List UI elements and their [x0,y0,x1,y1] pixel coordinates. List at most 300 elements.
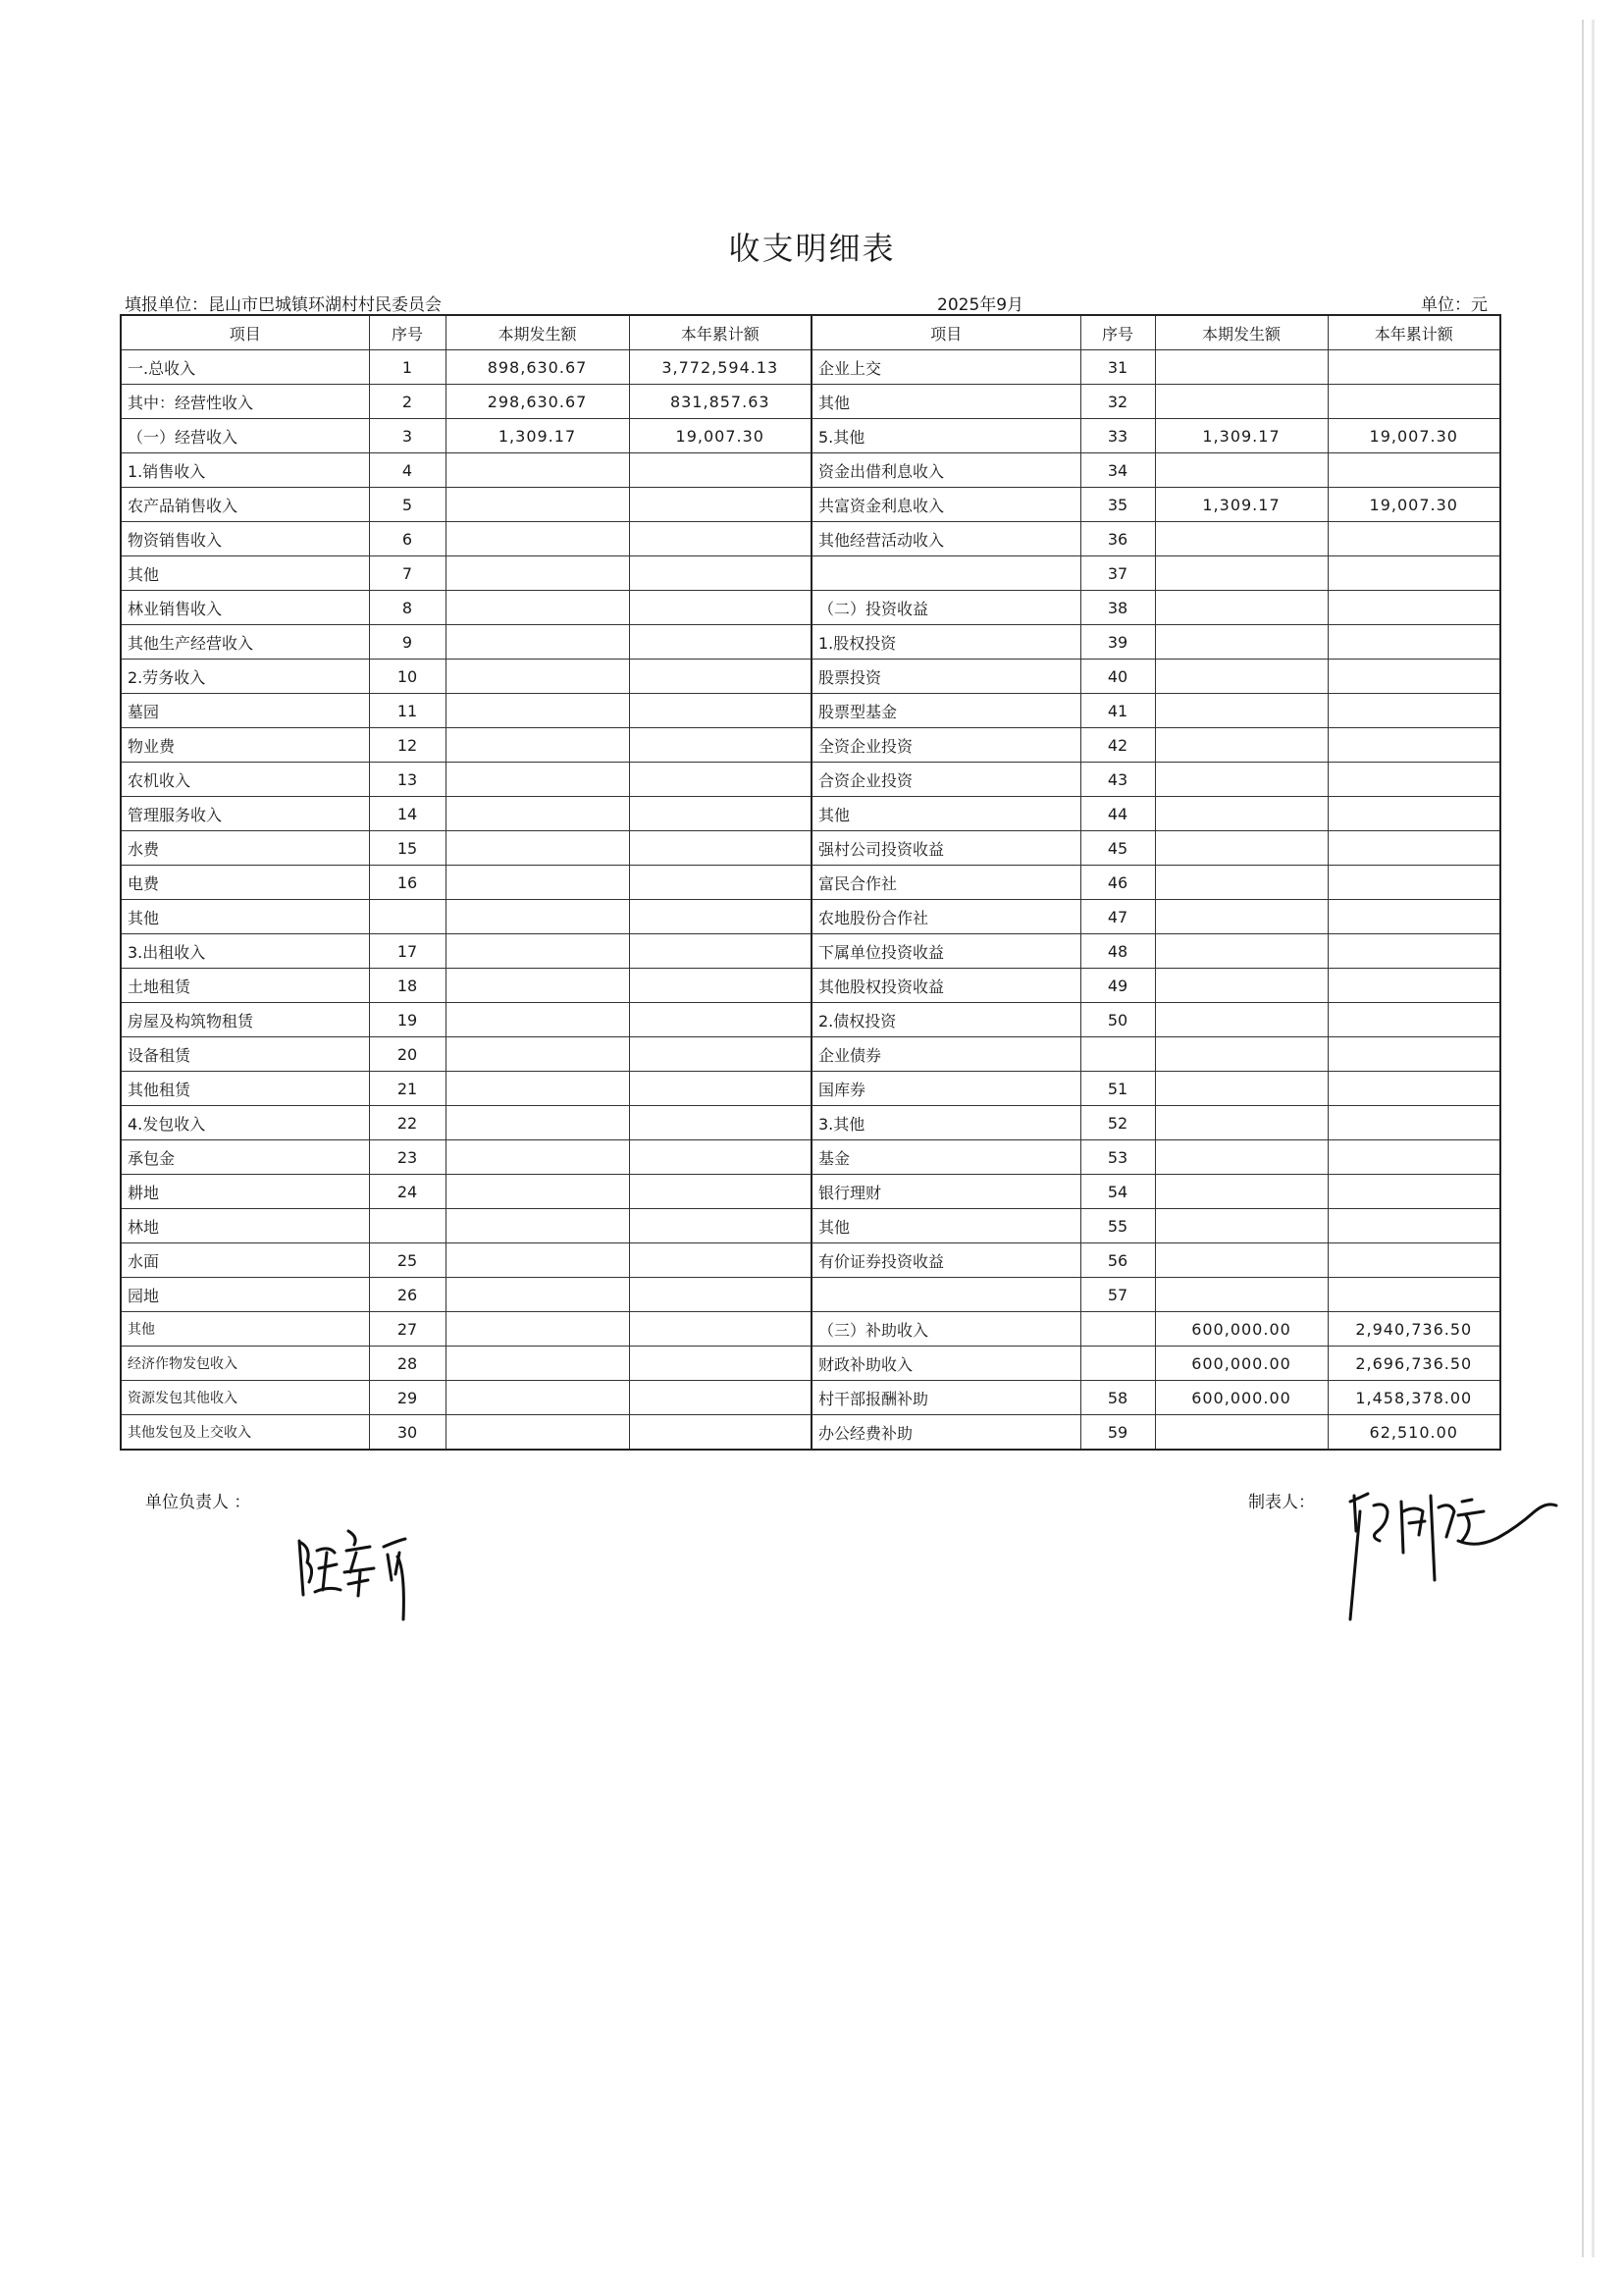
right-ytd-amount [1328,1037,1500,1072]
left-item-name: 水费 [121,831,369,866]
right-current-amount [1155,660,1328,694]
table-row [121,556,1500,591]
right-item-name: 国库券 [812,1072,1080,1106]
page-title: 收支明细表 [728,230,896,267]
right-item-name: 其他 [812,797,1080,831]
right-row-number: 46 [1080,866,1155,900]
left-ytd-amount [629,969,812,1003]
left-row-number: 19 [369,1003,445,1037]
left-row-number: 28 [369,1347,445,1381]
left-ytd-amount [629,1381,812,1415]
right-current-amount [1155,1209,1328,1243]
left-item-name: 其他发包及上交收入 [121,1415,369,1451]
left-current-amount [445,522,629,556]
right-ytd-amount: 62,510.00 [1328,1415,1500,1451]
left-item-name: 墓园 [121,694,369,728]
right-ytd-amount [1328,1140,1500,1175]
right-ytd-amount: 19,007.30 [1328,419,1500,453]
right-item-name: 3.其他 [812,1106,1080,1140]
left-item-name: 其他生产经营收入 [121,625,369,660]
right-row-number: 52 [1080,1106,1155,1140]
right-row-number: 32 [1080,385,1155,419]
right-item-name: 5.其他 [812,419,1080,453]
right-current-amount [1155,350,1328,385]
right-current-amount [1155,1037,1328,1072]
left-row-number: 29 [369,1381,445,1415]
table-row [121,453,1500,488]
left-current-amount [445,625,629,660]
right-item-name: 银行理财 [812,1175,1080,1209]
reporting-unit: 填报单位：昆山市巴城镇环湖村村民委员会 [125,295,442,315]
right-current-amount [1155,763,1328,797]
right-ytd-amount [1328,522,1500,556]
left-current-amount [445,831,629,866]
right-row-number: 54 [1080,1175,1155,1209]
left-item-name: 农产品销售收入 [121,488,369,522]
left-ytd-amount [629,900,812,934]
right-row-number: 41 [1080,694,1155,728]
table-row [121,1106,1500,1140]
left-ytd-amount [629,866,812,900]
right-current-amount [1155,831,1328,866]
left-current-amount [445,1243,629,1278]
left-current-amount [445,866,629,900]
right-item-name: 其他经营活动收入 [812,522,1080,556]
left-current-amount [445,488,629,522]
left-ytd-amount [629,1072,812,1106]
left-ytd-amount: 831,857.63 [629,385,812,419]
left-row-number: 17 [369,934,445,969]
right-item-name: 其他股权投资收益 [812,969,1080,1003]
left-item-name: 土地租赁 [121,969,369,1003]
preparer-signature [1340,1472,1566,1629]
left-row-number: 10 [369,660,445,694]
table-row [121,625,1500,660]
left-ytd-amount [629,1037,812,1072]
left-item-name: （一）经营收入 [121,419,369,453]
right-row-number: 49 [1080,969,1155,1003]
left-current-amount: 1,309.17 [445,419,629,453]
right-row-number: 37 [1080,556,1155,591]
right-ytd-amount [1328,556,1500,591]
right-item-name: 合资企业投资 [812,763,1080,797]
left-item-name: 园地 [121,1278,369,1312]
right-current-amount [1155,1106,1328,1140]
left-row-number: 23 [369,1140,445,1175]
right-item-name [812,1278,1080,1312]
left-current-amount [445,1106,629,1140]
right-current-amount [1155,969,1328,1003]
right-row-number: 48 [1080,934,1155,969]
right-current-amount [1155,385,1328,419]
right-row-number: 39 [1080,625,1155,660]
left-current-amount [445,797,629,831]
right-current-amount [1155,797,1328,831]
left-row-number: 3 [369,419,445,453]
right-row-number: 42 [1080,728,1155,763]
right-current-amount [1155,694,1328,728]
right-row-number: 59 [1080,1415,1155,1451]
left-current-amount [445,1072,629,1106]
table-row [121,1415,1500,1451]
table-row [121,1175,1500,1209]
right-ytd-amount: 1,458,378.00 [1328,1381,1500,1415]
left-item-name: 林业销售收入 [121,591,369,625]
right-item-name: （三）补助收入 [812,1312,1080,1347]
left-ytd-amount [629,1278,812,1312]
right-row-number: 40 [1080,660,1155,694]
right-row-number: 55 [1080,1209,1155,1243]
left-ytd-amount [629,1347,812,1381]
table-row [121,900,1500,934]
right-current-amount: 600,000.00 [1155,1347,1328,1381]
left-item-name: 资源发包其他收入 [121,1381,369,1415]
right-item-name: 企业债券 [812,1037,1080,1072]
left-ytd-amount [629,1175,812,1209]
right-current-amount [1155,728,1328,763]
right-item-name: 有价证券投资收益 [812,1243,1080,1278]
left-current-amount [445,969,629,1003]
right-current-amount [1155,900,1328,934]
right-item-name: 共富资金利息收入 [812,488,1080,522]
right-row-number: 53 [1080,1140,1155,1175]
left-item-name: 水面 [121,1243,369,1278]
table-row [121,350,1500,385]
table-row [121,488,1500,522]
right-row-number: 45 [1080,831,1155,866]
right-ytd-amount [1328,1175,1500,1209]
left-ytd-amount [629,660,812,694]
header-cell: 序号 [1080,315,1155,350]
left-ytd-amount [629,453,812,488]
left-item-name: 物业费 [121,728,369,763]
left-ytd-amount [629,556,812,591]
right-row-number: 58 [1080,1381,1155,1415]
left-row-number: 14 [369,797,445,831]
header-cell: 序号 [369,315,445,350]
right-ytd-amount [1328,934,1500,969]
left-current-amount [445,694,629,728]
right-row-number: 56 [1080,1243,1155,1278]
right-ytd-amount [1328,694,1500,728]
left-row-number: 2 [369,385,445,419]
table-row [121,385,1500,419]
scan-edge [1582,20,1584,2257]
left-ytd-amount [629,1140,812,1175]
right-current-amount [1155,1072,1328,1106]
left-row-number: 13 [369,763,445,797]
right-current-amount [1155,522,1328,556]
table-row [121,763,1500,797]
right-row-number: 47 [1080,900,1155,934]
left-row-number: 4 [369,453,445,488]
right-item-name: 农地股份合作社 [812,900,1080,934]
left-current-amount [445,556,629,591]
left-current-amount [445,1140,629,1175]
left-current-amount [445,763,629,797]
left-row-number: 30 [369,1415,445,1451]
right-current-amount [1155,556,1328,591]
left-row-number: 5 [369,488,445,522]
right-ytd-amount [1328,1243,1500,1278]
right-ytd-amount [1328,1278,1500,1312]
preparer-label: 制表人： [1248,1493,1315,1512]
right-item-name: 资金出借利息收入 [812,453,1080,488]
left-row-number: 6 [369,522,445,556]
right-ytd-amount [1328,625,1500,660]
left-ytd-amount [629,934,812,969]
left-ytd-amount [629,1106,812,1140]
header-cell: 本年累计额 [629,315,812,350]
right-item-name: 其他 [812,385,1080,419]
right-row-number: 34 [1080,453,1155,488]
left-ytd-amount: 19,007.30 [629,419,812,453]
header-cell: 项目 [812,315,1080,350]
left-current-amount [445,1037,629,1072]
right-row-number [1080,1037,1155,1072]
right-row-number: 38 [1080,591,1155,625]
left-item-name: 其他租赁 [121,1072,369,1106]
table-row [121,1312,1500,1347]
right-item-name: 2.债权投资 [812,1003,1080,1037]
table-row [121,522,1500,556]
table-row [121,419,1500,453]
right-row-number: 43 [1080,763,1155,797]
left-ytd-amount [629,522,812,556]
right-current-amount [1155,1243,1328,1278]
table-row [121,1381,1500,1415]
right-ytd-amount [1328,385,1500,419]
left-row-number: 21 [369,1072,445,1106]
left-row-number [369,900,445,934]
left-ytd-amount [629,1243,812,1278]
unit-head-label: 单位负责人 ： [145,1493,251,1512]
right-current-amount [1155,1003,1328,1037]
left-row-number: 15 [369,831,445,866]
left-ytd-amount [629,831,812,866]
right-ytd-amount: 19,007.30 [1328,488,1500,522]
right-item-name: 办公经费补助 [812,1415,1080,1451]
right-item-name: 股票投资 [812,660,1080,694]
left-current-amount [445,900,629,934]
table-row [121,1072,1500,1106]
right-item-name: 其他 [812,1209,1080,1243]
table-row [121,934,1500,969]
right-row-number: 36 [1080,522,1155,556]
right-item-name: （二）投资收益 [812,591,1080,625]
left-ytd-amount [629,591,812,625]
table-row [121,591,1500,625]
right-current-amount [1155,625,1328,660]
right-item-name: 财政补助收入 [812,1347,1080,1381]
right-item-name: 富民合作社 [812,866,1080,900]
right-row-number [1080,1347,1155,1381]
left-item-name: 2.劳务收入 [121,660,369,694]
right-current-amount [1155,1415,1328,1451]
right-ytd-amount [1328,900,1500,934]
right-ytd-amount [1328,969,1500,1003]
table-row [121,797,1500,831]
table-row [121,1209,1500,1243]
table-row [121,1003,1500,1037]
left-ytd-amount [629,1415,812,1451]
right-current-amount [1155,934,1328,969]
left-item-name: 其他 [121,900,369,934]
right-ytd-amount [1328,1072,1500,1106]
right-current-amount [1155,866,1328,900]
left-ytd-amount: 3,772,594.13 [629,350,812,385]
right-row-number: 31 [1080,350,1155,385]
right-row-number: 35 [1080,488,1155,522]
left-item-name: 其他 [121,1312,369,1347]
right-ytd-amount [1328,763,1500,797]
left-row-number: 25 [369,1243,445,1278]
right-current-amount [1155,1175,1328,1209]
table-row [121,728,1500,763]
left-row-number: 27 [369,1312,445,1347]
left-item-name: 其中：经营性收入 [121,385,369,419]
left-item-name: 耕地 [121,1175,369,1209]
right-row-number: 57 [1080,1278,1155,1312]
right-current-amount [1155,1140,1328,1175]
right-row-number: 50 [1080,1003,1155,1037]
left-row-number: 16 [369,866,445,900]
right-current-amount: 600,000.00 [1155,1312,1328,1347]
right-ytd-amount [1328,728,1500,763]
right-row-number: 51 [1080,1072,1155,1106]
table-row [121,1140,1500,1175]
right-current-amount: 1,309.17 [1155,419,1328,453]
left-ytd-amount [629,488,812,522]
table-row [121,1347,1500,1381]
right-ytd-amount [1328,350,1500,385]
right-ytd-amount [1328,831,1500,866]
left-current-amount [445,1209,629,1243]
table-row [121,1243,1500,1278]
left-current-amount [445,591,629,625]
left-current-amount [445,728,629,763]
left-current-amount: 298,630.67 [445,385,629,419]
left-row-number [369,1209,445,1243]
table-header-row [121,315,1500,350]
right-item-name: 强村公司投资收益 [812,831,1080,866]
header-cell: 本期发生额 [1155,315,1328,350]
right-item-name: 全资企业投资 [812,728,1080,763]
left-row-number: 20 [369,1037,445,1072]
left-item-name: 1.销售收入 [121,453,369,488]
left-ytd-amount [629,728,812,763]
left-current-amount [445,1381,629,1415]
table-row [121,694,1500,728]
right-ytd-amount [1328,1106,1500,1140]
left-ytd-amount [629,763,812,797]
left-item-name: 电费 [121,866,369,900]
header-cell: 本期发生额 [445,315,629,350]
left-row-number: 12 [369,728,445,763]
right-ytd-amount [1328,591,1500,625]
scan-edge-shadow [1592,20,1595,2257]
left-current-amount [445,1175,629,1209]
left-item-name: 3.出租收入 [121,934,369,969]
table-row [121,1037,1500,1072]
left-ytd-amount [629,797,812,831]
right-current-amount: 1,309.17 [1155,488,1328,522]
table-row [121,969,1500,1003]
left-row-number: 18 [369,969,445,1003]
left-ytd-amount [629,1312,812,1347]
left-current-amount [445,453,629,488]
left-current-amount [445,660,629,694]
right-ytd-amount [1328,797,1500,831]
left-item-name: 设备租赁 [121,1037,369,1072]
left-item-name: 4.发包收入 [121,1106,369,1140]
left-ytd-amount [629,1003,812,1037]
left-row-number: 24 [369,1175,445,1209]
right-current-amount [1155,1278,1328,1312]
left-item-name: 物资销售收入 [121,522,369,556]
left-current-amount [445,1347,629,1381]
right-ytd-amount [1328,660,1500,694]
right-ytd-amount [1328,1209,1500,1243]
right-item-name [812,556,1080,591]
left-row-number: 22 [369,1106,445,1140]
left-item-name: 房屋及构筑物租赁 [121,1003,369,1037]
left-item-name: 林地 [121,1209,369,1243]
header-cell: 本年累计额 [1328,315,1500,350]
left-current-amount [445,1415,629,1451]
income-expense-table [120,314,1501,1451]
right-row-number: 33 [1080,419,1155,453]
header-cell: 项目 [121,315,369,350]
table-row [121,866,1500,900]
right-item-name: 1.股权投资 [812,625,1080,660]
right-ytd-amount [1328,1003,1500,1037]
left-current-amount [445,1278,629,1312]
left-row-number: 1 [369,350,445,385]
right-ytd-amount: 2,696,736.50 [1328,1347,1500,1381]
right-row-number [1080,1312,1155,1347]
table-row [121,1278,1500,1312]
right-current-amount [1155,453,1328,488]
right-item-name: 企业上交 [812,350,1080,385]
left-item-name: 管理服务收入 [121,797,369,831]
left-ytd-amount [629,1209,812,1243]
left-ytd-amount [629,625,812,660]
left-current-amount [445,934,629,969]
right-current-amount: 600,000.00 [1155,1381,1328,1415]
table-row [121,831,1500,866]
left-item-name: 承包金 [121,1140,369,1175]
left-row-number: 26 [369,1278,445,1312]
right-item-name: 下属单位投资收益 [812,934,1080,969]
left-row-number: 8 [369,591,445,625]
report-period: 2025年9月 [937,295,1024,315]
left-row-number: 11 [369,694,445,728]
right-ytd-amount: 2,940,736.50 [1328,1312,1500,1347]
left-ytd-amount [629,694,812,728]
right-item-name: 股票型基金 [812,694,1080,728]
left-row-number: 7 [369,556,445,591]
right-ytd-amount [1328,866,1500,900]
right-item-name: 村干部报酬补助 [812,1381,1080,1415]
right-ytd-amount [1328,453,1500,488]
left-item-name: 其他 [121,556,369,591]
right-current-amount [1155,591,1328,625]
left-current-amount [445,1312,629,1347]
unit-head-signature [289,1511,427,1639]
left-item-name: 农机收入 [121,763,369,797]
table-row [121,660,1500,694]
